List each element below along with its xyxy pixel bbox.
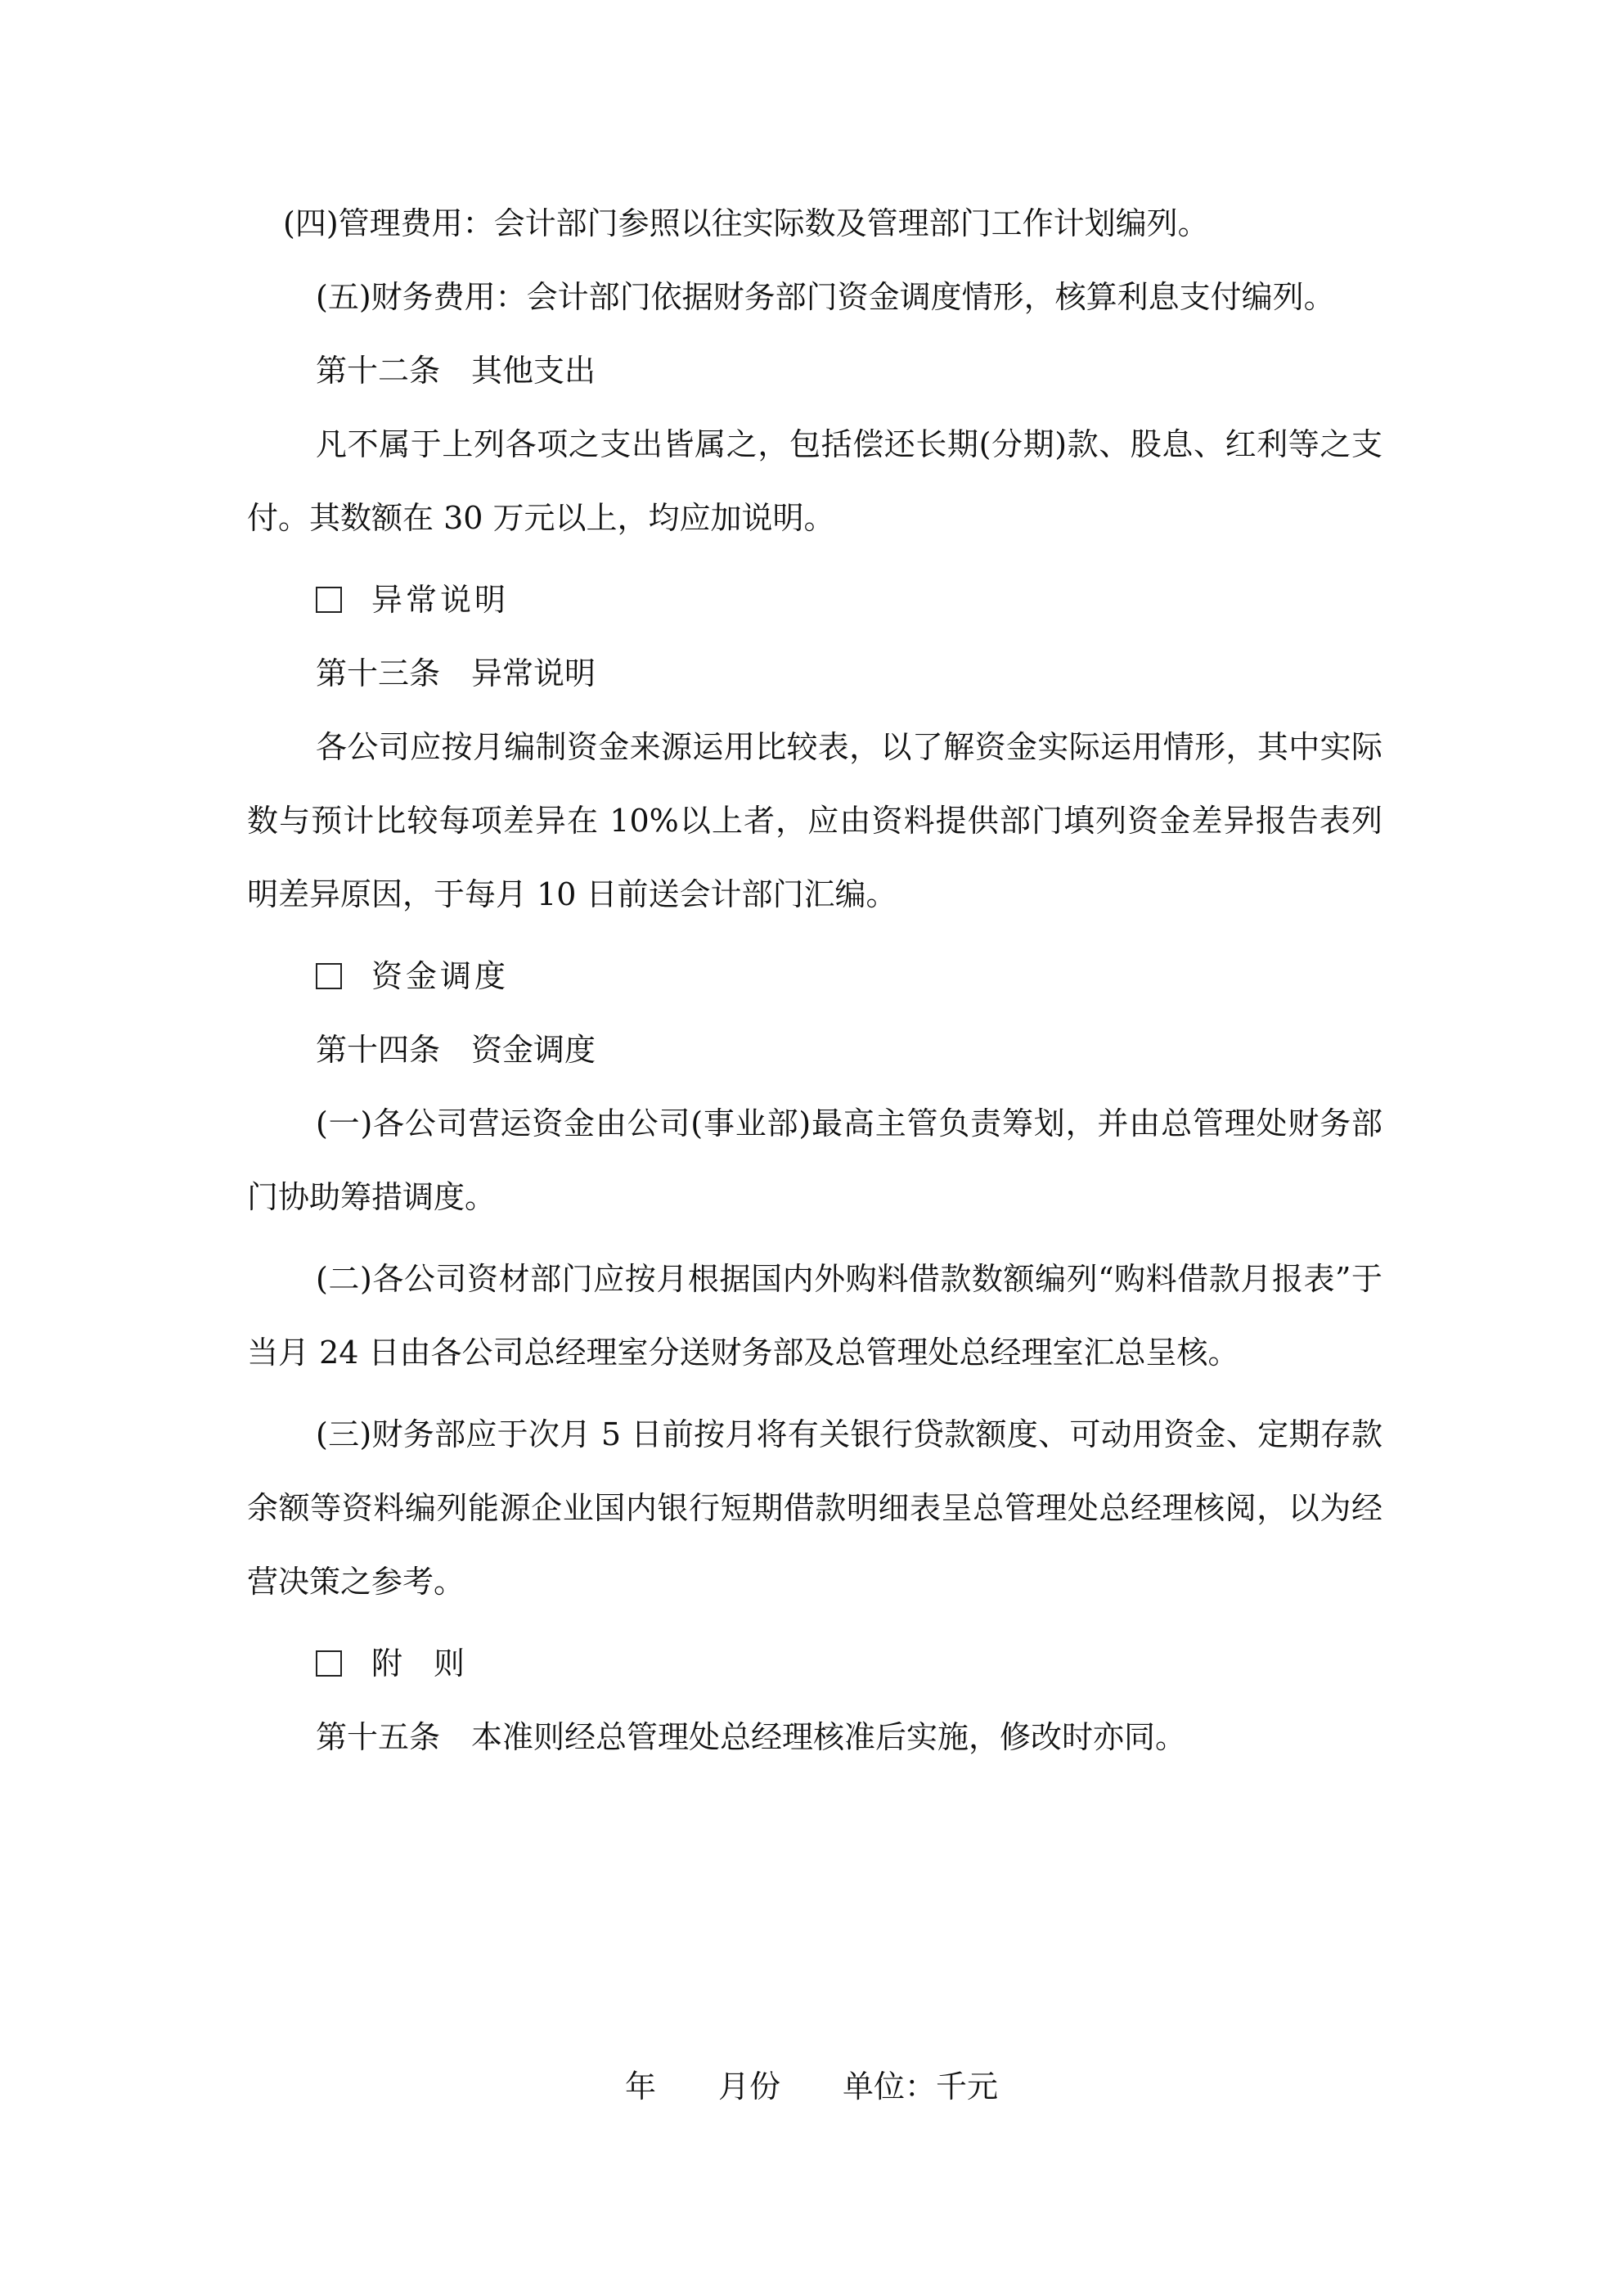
paragraph-financial-expense: (五)财务费用：会计部门依据财务部门资金调度情形，核算利息支付编列。 [316, 279, 1335, 315]
document-body [247, 187, 1382, 1774]
article-12-body: 凡不属于上列各项之支出皆属之，包括偿还长期(分期)款、股息、红利等之支付。其数额在 30 万元以上，均应加说明。 [247, 426, 1382, 536]
footer-unit-line: 年 月份 单位：千元 [624, 2069, 998, 2105]
article-14-heading: 第十四条 资金调度 [316, 1032, 596, 1068]
section-heading-label: 附 则 [371, 1645, 465, 1681]
article-13-heading: 第十三条 异常说明 [316, 655, 596, 691]
section-heading-label: 资金调度 [371, 958, 510, 994]
checkbox-icon [316, 587, 342, 613]
article-14-item-3: (三)财务部应于次月 5 日前按月将有关银行贷款额度、可动用资金、定期存款余额等资料编列能源企业国内银行短期借款明细表呈总管理处总经理核阅，以为经营决策之参考。 [247, 1416, 1382, 1600]
article-15: 第十五条 本准则经总管理处总经理核准后实施，修改时亦同。 [316, 1719, 1187, 1755]
checkbox-icon [316, 963, 342, 989]
section-heading-label: 异常说明 [371, 582, 510, 618]
section-heading-abnormal [247, 563, 1382, 637]
paragraph-management-expense: (四)管理费用：会计部门参照以往实际数及管理部门工作计划编列。 [283, 205, 1209, 241]
article-13-body: 各公司应按月编制资金来源运用比较表，以了解资金实际运用情形，其中实际数与预计比较每项差异在 10%以上者，应由资料提供部门填列资金差异报告表列明差异原因，于每月 10 日前送会计部门汇编。 [247, 729, 1382, 912]
article-14-item-1: (一)各公司营运资金由公司(事业部)最高主管负责筹划，并由总管理处财务部门协助筹措调度。 [247, 1105, 1382, 1215]
checkbox-icon [316, 1650, 342, 1677]
article-14-item-2: (二)各公司资材部门应按月根据国内外购料借款数额编列“购料借款月报表”于当月 24 日由各公司总经理室分送财务部及总管理处总经理室汇总呈核。 [247, 1261, 1382, 1371]
section-heading-funding [247, 939, 1382, 1013]
section-heading-supplementary [247, 1627, 1382, 1700]
article-12-heading: 第十二条 其他支出 [316, 353, 596, 389]
